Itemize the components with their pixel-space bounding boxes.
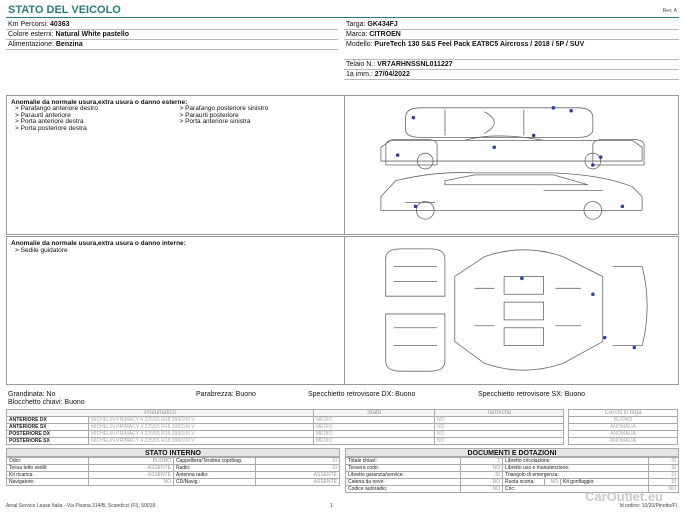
table-row: ANOMALIA: [569, 438, 678, 445]
internal-damage-heading: Anomalie da normale usura,extra usura o danno interne:: [11, 240, 186, 247]
key-block-status: Blocchetto chiavi: Buono: [8, 399, 85, 406]
external-damage-col-2: [180, 106, 345, 132]
interior-table: [6, 457, 340, 486]
list-item: > Parafango posteriore sinistro: [179, 105, 269, 112]
table-row: Odor: BUONO Cappelliera/Tendina copribag. SI: [7, 458, 340, 465]
list-item: > Porta posteriore destra: [15, 124, 87, 132]
column-header: Termiche: [435, 410, 564, 417]
table-row: ANOMALIA: [569, 431, 678, 438]
internal-damage-list: [7, 247, 344, 255]
table-row: POSTERIORE DX MICHELIN PRIMACY 4 225/55 R18 098/100 V MEDIO NO: [7, 431, 564, 438]
footer-page-number: 1: [330, 503, 333, 509]
column-header: Pneumatico: [7, 410, 314, 417]
table-row: Navigatore: NO CD/Navig.: ASSENTE: [7, 479, 340, 486]
table-row: ANTERIORE SX MICHELIN PRIMACY 4 225/55 R18 098/100 V MEDIO NO: [7, 424, 564, 431]
rims-table: [568, 409, 678, 445]
table-row: Libretto garanzia/service: SI Triangolo di emergenza: SI: [346, 472, 679, 479]
watermark: CarOutlet.eu: [584, 489, 663, 504]
table-row: ANTERIORE DX MICHELIN PRIMACY 4 225/55 R18 098/100 V MEDIO NO: [7, 417, 564, 424]
info-color: Colore esterni: Natural White pastello: [6, 30, 338, 40]
footer-order-id: Id ordine: 10/20/Pinotto/FI: [619, 503, 677, 509]
list-item: > Porta anteriore destra: [15, 118, 84, 125]
documents-table: [345, 457, 679, 493]
table-row: BUONO: [569, 417, 678, 424]
documents-section-title: DOCUMENTI E DOTAZIONI: [345, 448, 679, 457]
footer-address: Arval Service Lease Italia - Via Pisana 314/B, Scandicci (FI), 50018: [6, 503, 156, 509]
info-fuel: Alimentazione: Benzina: [6, 40, 338, 50]
info-vin: Telaio N.: VR7ARHNSSNL011227: [344, 60, 679, 70]
list-item: > Sedile guidatore: [15, 247, 68, 254]
external-damage-text: [7, 96, 345, 234]
internal-damage-text: [7, 237, 345, 384]
table-row: Kit ricarica: ASSENTE Antenna radio: ASSENTE: [7, 472, 340, 479]
car-interior-diagram: [345, 237, 678, 384]
column-header: Stato: [314, 410, 435, 417]
column-header: Cerchi in lega: [569, 410, 678, 417]
table-header-row: [7, 410, 564, 417]
table-row: Tessa tetto sedili: ASSENTE Radio: SI: [7, 465, 340, 472]
list-item: > Porta anteriore sinistra: [179, 118, 251, 125]
info-make: Marca: CITROEN: [344, 30, 679, 40]
internal-damage-panel: [6, 236, 679, 385]
info-registration: 1a imm.: 27/04/2022: [344, 70, 679, 80]
external-damage-heading: Anomalie da normale usura,extra usura o danno esterne:: [11, 99, 188, 106]
interior-section-title: STATO INTERNO: [6, 448, 340, 457]
table-row: Codice autoradio: NO Cric: NO: [346, 486, 679, 493]
info-km: Km Percorsi: 40363: [6, 20, 338, 30]
page-title: STATO DEL VEICOLO: [8, 4, 121, 16]
table-row: POSTERIORE SX MICHELIN PRIMACY 4 225/55 R18 098/100 V MEDIO NO: [7, 438, 564, 445]
mirror-dx-status: Specchietto retrovisore DX: Buono: [308, 391, 416, 398]
mirror-sx-status: Specchietto retrovisore SX: Buono: [478, 391, 586, 398]
car-interior-drawing: [345, 237, 678, 384]
tyres-table: [6, 409, 564, 445]
vehicle-info-right: [344, 20, 679, 80]
windshield-status: Parabrezza: Buono: [196, 391, 256, 398]
info-plate: Targa: GK434FJ: [344, 20, 679, 30]
external-damage-col-1: [15, 106, 180, 132]
external-damage-list: [7, 106, 344, 132]
table-row: Catena da neve: NO Ruota scorta: NO Kit gonfiaggio: SI: [346, 479, 679, 486]
vehicle-info-left: [6, 20, 338, 50]
list-item: > Parafango anteriore destro: [15, 105, 98, 112]
list-item: > Paraurti posteriore: [179, 111, 239, 119]
table-row: ANOMALIA: [569, 424, 678, 431]
table-header-row: [569, 410, 678, 417]
car-exterior-diagram: [345, 96, 678, 234]
revision-label: Rev. A: [662, 8, 677, 14]
info-model: Modello: PureTech 130 S&S Feel Pack EAT8C5 Aircross / 2018 / 5P / SUV: [344, 40, 679, 60]
table-row: Tessera code: NO Libretto uso e manutenzione: SI: [346, 465, 679, 472]
external-damage-panel: [6, 95, 679, 235]
list-item: > Paraurti anteriore: [15, 111, 71, 119]
table-row: Totale chiavi: 2 Libretto circolazione: SI: [346, 458, 679, 465]
title-divider: [6, 17, 679, 18]
car-exterior-drawing: [345, 96, 678, 234]
hail-status: Grandinata: No: [8, 391, 56, 398]
